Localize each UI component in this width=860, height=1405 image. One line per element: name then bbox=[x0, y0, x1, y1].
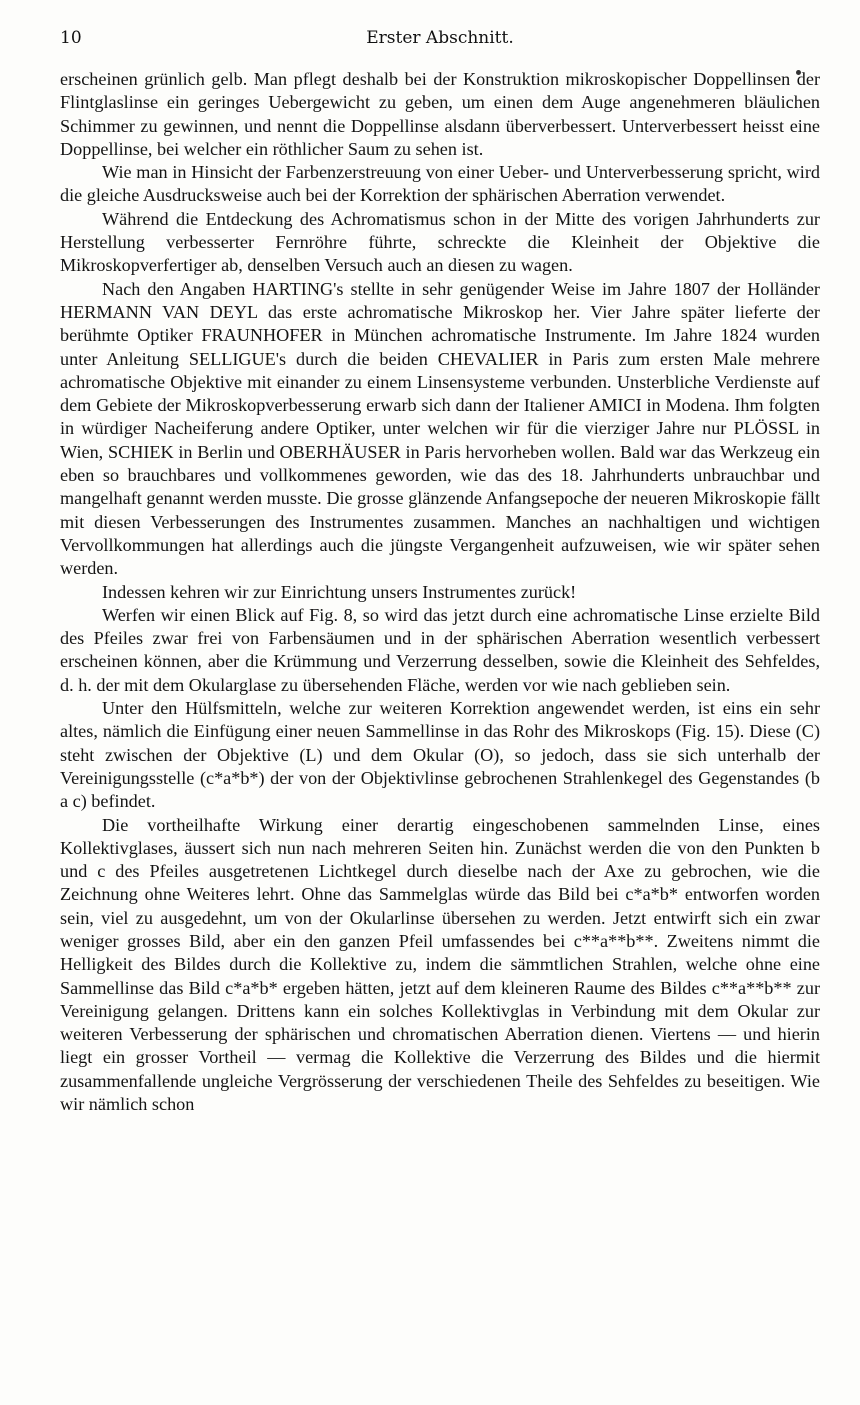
body-text bbox=[60, 68, 820, 1116]
running-title: Erster Abschnitt. bbox=[366, 28, 514, 48]
paragraph: Indessen kehren wir zur Einrichtung unsers Instrumentes zurück! bbox=[102, 581, 577, 602]
paragraph: Wie man in Hinsicht der Farbenzerstreuung von einer Ueber- und Unterverbesserung spricht, wird die gleiche Ausdrucksweise auch bei der Korrektion der sphärischen Aberration verwendet. bbox=[60, 162, 820, 206]
page-header bbox=[60, 28, 820, 52]
paragraph: Während die Entdeckung des Achromatismus schon in der Mitte des vorigen Jahrhunderts zur Herstellung verbesserter Fernröhre führte, schreckte die Kleinheit der Objektive die Mikroskopverfertiger ab, denselben Versuch auch an diesen zu wagen. bbox=[60, 208, 820, 276]
page-number: 10 bbox=[60, 28, 82, 48]
paragraph: Die vortheilhafte Wirkung einer derartig eingeschobenen sammelnden Linse, eines Kollektivglases, äussert sich nun nach mehreren Seiten hin. Zunächst werden die von den Punkten b und c des Pfeiles ausgetretenen Lichtkegel durch dieselbe nach der Axe zu gebrochen, wie die Zeichnung ohne Weiteres lehrt. Ohne das Sammelglas würde das Bild bei c*a*b* entworfen worden sein, viel zu ausgedehnt, um von der Okularlinse übersehen zu werden. Jetzt entwirft sich ein zwar weniger grosses Bild, aber ein den ganzen Pfeil umfassendes bei c**a**b**. Zweitens nimmt die Helligkeit des Bildes durch die Kollektive zu, indem die sämmtlichen Strahlen, welche ohne eine Sammellinse das Bild c*a*b* ergeben hätten, jetzt auf dem kleineren Raume des Bildes c**a**b** zur Vereinigung gelangen. Drittens kann ein solches Kollektivglas in Verbindung mit dem Okular zur weiteren Verbesserung der sphärischen und chromatischen Aberration dienen. Viertens — und hierin liegt ein grosser Vortheil — vermag die Kollektive die Verzerrung des Bildes und die hiermit zusammenfallende ungleiche Vergrösserung der verschiedenen Theile des Sehfeldes zu beseitigen. Wie wir nämlich schon bbox=[60, 814, 820, 1115]
paragraph: Nach den Angaben HARTING's stellte in sehr genügender Weise im Jahre 1807 der Holländer HERMANN VAN DEYL das erste achromatische Mikroskop her. Vier Jahre später lieferte der berühmte Optiker FRAUNHOFER in München achromatische Instrumente. Im Jahre 1824 wurden unter Anleitung SELLIGUE's durch die beiden CHEVALIER in Paris zum ersten Male mehrere achromatische Objektive mit einander zu einem Linsensysteme verbunden. Unsterbliche Verdienste auf dem Gebiete der Mikroskopverbesserung erwarb sich dann der Italiener AMICI in Modena. Ihm folgten in würdiger Nacheiferung andere Optiker, unter welchen wir für die vierziger Jahre nur PLÖSSL in Wien, SCHIEK in Berlin und OBERHÄUSER in Paris hervorheben wollen. Bald war das Werkzeug ein eben so brauchbares und vollkommenes geworden, wie das des 18. Jahrhunderts unbrauchbar und mangelhaft genannt werden musste. Die grosse glänzende Anfangsepoche der neueren Mikroskopie fällt mit diesen Verbesserungen des Instrumentes zusammen. Manches an nachhaltigen und wichtigen Vervollkommungen hat allerdings auch die jüngste Vergangenheit aufzuweisen, wie wir später sehen werden. bbox=[60, 278, 820, 579]
paragraph: Unter den Hülfsmitteln, welche zur weiteren Korrektion angewendet werden, ist eins ein sehr altes, nämlich die Einfügung einer neuen Sammellinse in das Rohr des Mikroskops (Fig. 15). Diese (C) steht zwischen der Objektive (L) und dem Okular (O), so jedoch, dass sie sich unterhalb der Vereinigungsstelle (c*a*b*) der von der Objektivlinse gebrochenen Strahlenkegel des Gegenstandes (b a c) befindet. bbox=[60, 698, 820, 812]
paragraph: erscheinen grünlich gelb. Man pflegt deshalb bei der Konstruktion mikroskopischer Doppellinsen der Flintglaslinse ein geringes Uebergewicht zu geben, um einen dem Auge angenehmeren bläulichen Schimmer zu gewinnen, und nennt die Doppellinse alsdann überverbessert. Unterverbessert heisst eine Doppellinse, bei welcher ein röthlicher Saum zu sehen ist. bbox=[60, 69, 820, 159]
paragraph: Werfen wir einen Blick auf Fig. 8, so wird das jetzt durch eine achromatische Linse erzielte Bild des Pfeiles zwar frei von Farbensäumen und in der sphärischen Aberration wesentlich verbessert erscheinen können, aber die Krümmung und Verzerrung desselben, sowie die Kleinheit des Sehfeldes, d. h. der mit dem Okularglase zu übersehenden Fläche, werden vor wie nach geblieben sein. bbox=[60, 604, 820, 695]
